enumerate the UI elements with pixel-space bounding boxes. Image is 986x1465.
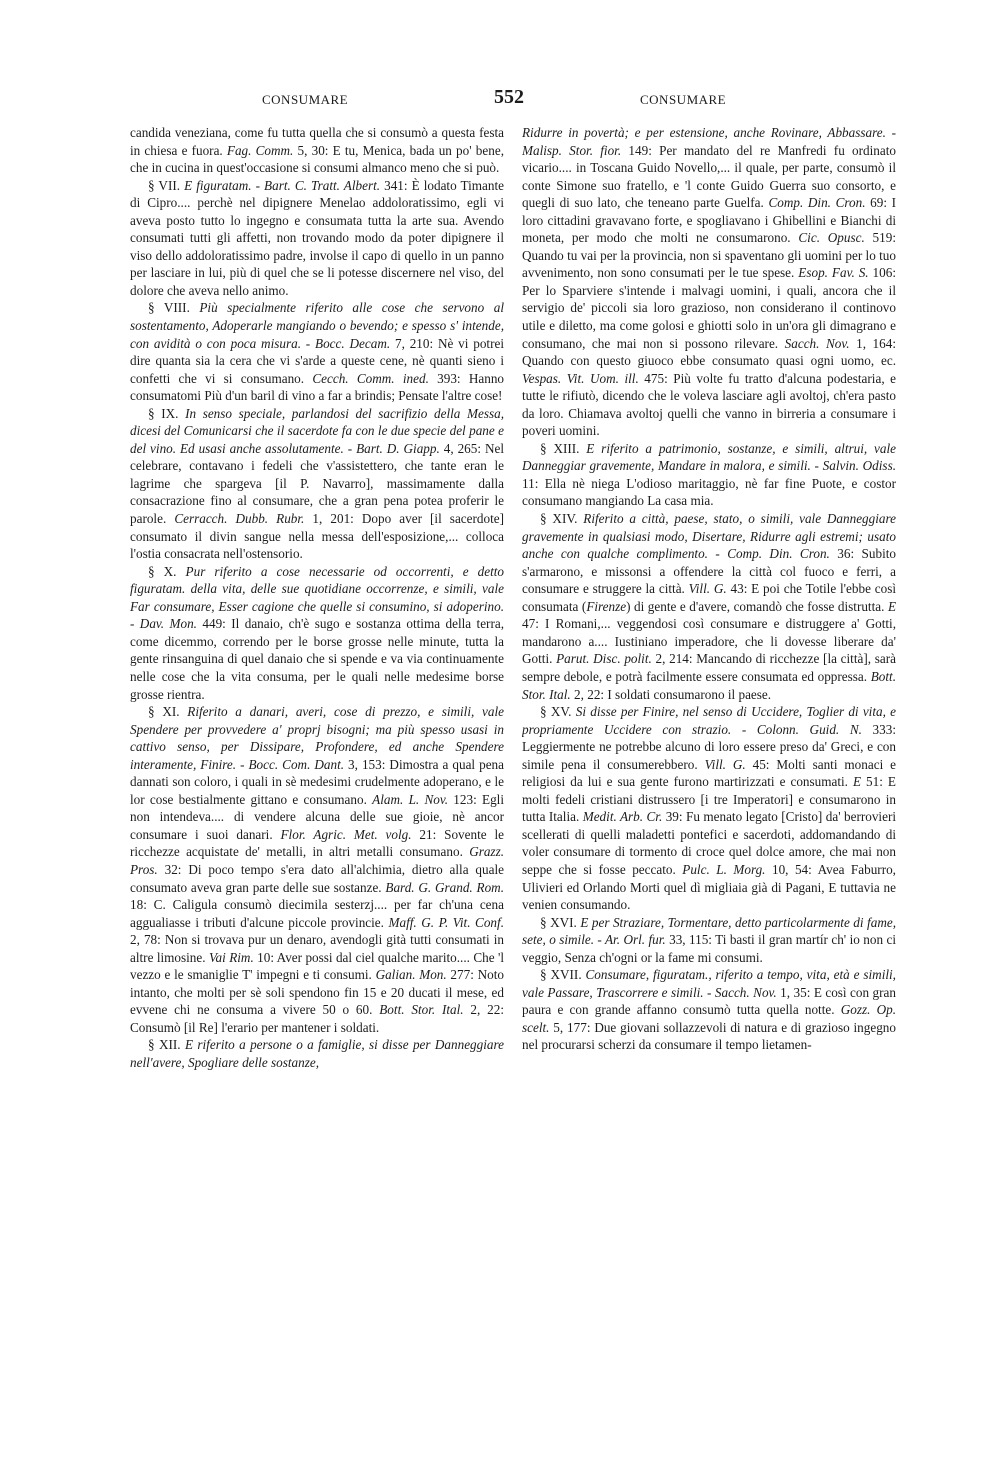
entry-text: 149: Per mandato del re Manfredi fu ordinato vicario.... in Toscana Guido Novello,... il quale, per parte, consumò il conte Simone suo fratello, e 'l conte Guido Guerra suo consorto, e quegli di suo lato, che teneano parte Guelfa.	[522, 142, 896, 211]
entry-text: 519: Quando tu vai per la provincia, non si spaventano gli uomini per lo tuo avvenimento, non sono consumati per le tue spese.	[522, 230, 896, 281]
entry-text: 21: Sovente le ricchezze acquistate de' metalli, in altri metalli consumano.	[130, 826, 504, 860]
entry-text: § IX.	[148, 405, 186, 421]
citation-italic: Vai Rim.	[208, 949, 254, 965]
citation-italic: E riferito a patrimonio, sostanze, e simili, altrui, vale Danneggiar gravemente, Mandare in malora, e simili. - Salvin. Odiss.	[522, 440, 896, 474]
section-viii	[130, 299, 504, 404]
entry-text: 1, 164: Quando con questo giuoco ebbe consumato quasi ogni uomo, ec.	[522, 335, 896, 369]
citation-italic: E riferito a persone o a famiglie, si disse per Danneggiare nell'avere, Spogliare delle sostanze,	[130, 1037, 504, 1070]
entry-text: 36: Subito s'armarono, e missonsi a offendere la città col fuoco e ferri, a consumare e struggere la città.	[522, 546, 896, 597]
left-column	[130, 124, 504, 1424]
section-xiv	[522, 510, 896, 703]
entry-text: 475: Più volte fu tratto d'alcuna podestaria, e tutte le rifiutò, dicendo che le voleva lasciare agli avoltoj, ch'era pasto da loro. Chiamava avoltoj quelli che vanno in birreria a consumare i poveri uomini.	[522, 370, 896, 439]
entry-continuation	[130, 124, 504, 177]
citation-italic: Pulc. L. Morg.	[682, 861, 766, 877]
entry-text: § XIII.	[540, 440, 587, 456]
entry-text: 2, 214: Mancando di ricchezze [la città], sarà sempre debole, e potrà facilmente essere consumata ed oppressa.	[522, 651, 896, 684]
entry-text: 5, 177: Due giovani sollazzevoli di natura e di grazioso ingegno nel procurarsi scherzi da consumare il tempo lietamen-	[522, 1019, 896, 1053]
citation-italic: Maff. G. P. Vit. Conf.	[388, 914, 504, 930]
entry-text: 3, 153: Dimostra a qual pena dannati son coloro, i quali in sè medesimi crudelmente adoperano, e le lor cose bestialmente gittano e consumano.	[130, 756, 504, 807]
citation-italic: Bott. Stor. Ital.	[379, 1002, 464, 1018]
citation-italic: Si disse per Finire, nel senso di Uccidere, Toglier di vita, e propriamente Uccidere con strazio. - Colonn. Guid. N.	[522, 704, 896, 737]
citation-italic: E	[852, 774, 862, 790]
citation-italic: Vill. G.	[704, 756, 746, 772]
citation-italic: Medit. Arb. Cr.	[582, 809, 663, 825]
entry-text: § VIII.	[148, 300, 200, 316]
section-xi	[130, 703, 504, 1036]
entry-text: 1, 201: Dopo aver [il sacerdote] consumato il divin sangue nella messa dell'esposizione,... colloca l'ostia consacrata nell'ostensorio.	[130, 511, 504, 562]
citation-italic: Bott. Stor. Ital.	[522, 668, 896, 702]
citation-italic: Riferito a danari, averi, cose di prezzo, e simili, vale Spendere per provvedere a' proprj bisogni; ma più spesso usasi in cattivo senso, per Dissipare, Profondere, ed anche Spendere interamente, Finire. - Bocc. Com. Dant.	[130, 704, 504, 772]
citation-italic: Vill. G.	[688, 581, 727, 597]
entry-text: § XVII.	[540, 967, 586, 983]
entry-text: 33, 115: Ti basti il gran martír ch' io non ci veggio, Senza ch'ogni or la fame mi consumi.	[522, 932, 896, 965]
entry-text: § XV.	[540, 704, 576, 720]
entry-text: 39: Fu menato legato [Cristo] da' berrovieri scellerati di quelli maladetti pontefici e sacerdoti, addomandando di voler consumare di tormento di croce quel dolce amore, che mai non seppe che si fosse peccato.	[522, 809, 896, 877]
entry-text: 106: Per lo Sparviere s'intende i malvagi uomini, i quali, ancora che il servigio de' piccoli sia loro grazioso, non considerano il continovo utile e diletto, ma come golosi e ghiotti solo in un'ora gli dimagrano e consumano, che mai non si possono rilevare.	[522, 265, 896, 351]
entry-text: ) di gente e d'avere, comandò che fosse distrutta.	[626, 598, 888, 614]
entry-text: § XI.	[148, 704, 188, 720]
entry-text: 47: I Romani,... veggendosi così consumare e distruggere a' Gotti, mandarono a.... Iustiniano imperadore, che li dovesse liberare da' Gotti.	[522, 616, 896, 667]
citation-italic: Più specialmente riferito alle cose che servono al sostentamento, Adoperarle mangiando o bevendo; e spesso s' intende, con avidità o con poca misura. - Bocc. Decam.	[130, 300, 504, 351]
entry-text: 43: E poi che Totile l'ebbe così consumata (	[522, 581, 896, 614]
entry-text: candida veneziana, come fu tutta quella che si consumò a questa festa in chiesa e fuora.	[130, 125, 504, 158]
section-xv	[522, 703, 896, 914]
entry-text: 277: Noto intanto, che molti per sè soli spendono fin 15 e 20 ducati il mese, ed evvene chi ne consuma a vivere 50 o 60.	[130, 967, 504, 1018]
citation-italic: Esop. Fav. S.	[798, 265, 869, 281]
section-xvii	[522, 966, 896, 1054]
section-ix	[130, 405, 504, 563]
citation-italic: Grazz. Pros.	[130, 844, 504, 877]
citation-italic: Cecch. Comm. ined.	[312, 370, 429, 386]
page-header	[0, 86, 986, 116]
entry-text: 393: Hanno consumatomi Più d'un baril di vino a far a brindis; Pensate l'altre cose!	[130, 370, 504, 404]
entry-text: § XII.	[148, 1037, 185, 1053]
citation-italic: Pur riferito a cose necessarie od occorrenti, e detto figuratam. della vita, delle sue quotidiane occorrenze, e simili, vale Far consumare, Esser cagione che quelle si consumino, si adoperino. - Dav. Mon.	[130, 563, 504, 632]
citation-italic: Bard. G. Grand. Rom.	[385, 879, 504, 895]
citation-italic: Parut. Disc. polit.	[556, 651, 652, 667]
citation-italic: Gozz. Op. scelt.	[522, 1002, 896, 1035]
citation-italic: Riferito a città, paese, stato, o simili, vale Danneggiare gravemente in qualsiasi modo, Disertare, Ridurre agli estremi; usato anche con qualche complimento. - Comp. Din. Cron.	[522, 511, 896, 562]
citation-italic: Consumare, figuratam., riferito a tempo, vita, età e simili, vale Passare, Trascorrere e simili. - Sacch. Nov.	[522, 967, 896, 1000]
page-number: 552	[494, 86, 524, 108]
entry-text: 18: C. Caligula consumò diecimila sesterzj.... per far ch'una cena aggualiasse i tributi d'alcune piccole provincie.	[130, 897, 504, 930]
section-xii-continuation	[522, 124, 896, 440]
citation-italic: Cic. Opusc.	[798, 230, 865, 246]
citation-italic: Firenze	[586, 598, 627, 614]
entry-text: 10: Aver possi dal ciel qualche marito.... Che 'l vezzo e le smaniglie T' impegni e ti consumi.	[130, 949, 504, 983]
citation-italic: Galian. Mon.	[375, 967, 447, 983]
citation-italic: Ridurre in povertà; e per estensione, anche Rovinare, Abbassare. - Malisp. Stor. fior.	[522, 125, 896, 158]
entry-text: 1, 35: E così con gran paura e con grande affanno consumò tutta quella notte.	[522, 984, 896, 1018]
entry-text: § VII.	[148, 177, 185, 193]
entry-text: 11: Ella nè niega L'odioso maritaggio, nè far fine Puote, e costor consumano mangiando La casa mia.	[522, 475, 896, 509]
entry-text: 123: Egli non intendeva.... di vendere alcuna delle sue gioie, nè ancor consumare i suoi danari.	[130, 791, 504, 842]
entry-text: 341: È lodato Timante di Cipro.... perchè nel dipignere Menelao addoloratissimo, egli vi aveva posto tutto lo ingegno e consumata tutta la arte sua. Avendo consumati tutti gli affetti, non trovando modo da poter dipignere il viso dello addoloratissimo padre, involse il capo di quello in un panno per lasciare in lui, più di quel che se li potesse discernere nel viso, del dolore che aveva nello animo.	[130, 177, 504, 298]
citation-italic: Sacch. Nov.	[784, 335, 850, 351]
section-vii	[130, 177, 504, 300]
citation-italic: E figuratam. - Bart. C. Tratt. Albert.	[184, 177, 381, 193]
citation-italic: Vespas. Vit. Uom. ill.	[522, 370, 639, 386]
entry-text: 2, 22: Consumò [il Re] l'erario per mantener i soldati.	[130, 1002, 504, 1035]
citation-italic: E	[887, 598, 896, 614]
section-xvi	[522, 914, 896, 967]
right-column	[522, 124, 896, 1424]
entry-text: 7, 210: Nè vi potrei dire quanta sia la cera che vi s'arde a queste cene, nè quanti sieno i confetti che vi si consumano.	[130, 335, 504, 386]
citation-italic: In senso speciale, parlandosi del sacrifizio della Messa, dicesi del Comunicarsi che il sacerdote fa con le due specie del pane e del vino. Ed usasi anche assolutamente. - Bart. D. Giapp.	[130, 405, 504, 456]
entry-text: 51: E molti fedeli cristiani distrussero [i tre Imperatori] e consumarono in tutta Italia.	[522, 774, 896, 825]
entry-text: 2, 22: I soldati consumarono il paese.	[570, 686, 772, 702]
entry-text: 5, 30: E tu, Menica, bada un po' bene, che in cucina in quest'occasione si consumi almanco meno che si può.	[130, 142, 504, 176]
section-x	[130, 563, 504, 703]
citation-italic: Alam. L. Nov.	[372, 791, 449, 807]
entry-text: 32: Di poco tempo s'era dato all'alchimia, dietro alla quale consumato aveva gran parte delle sue sostanze.	[130, 861, 504, 895]
citation-italic: Flor. Agric. Met. volg.	[280, 826, 412, 842]
entry-text: 2, 78: Non si trovava pur un denaro, avendogli gità tutti consumati in altre limosine.	[130, 932, 504, 965]
entry-text: 4, 265: Nel celebrare, contavano i fedeli che v'assistettero, che tante eran le lagrime che spargeva [il P. Navarro], massimamente dalla consacrazione fino al consumare, che a gran pena potea proferir le parole.	[130, 440, 504, 527]
citation-italic: Cerracch. Dubb. Rubr.	[174, 511, 305, 527]
entry-text: 449: Il danaio, ch'è sugo e sostanza ottima della terra, come dicemmo, correndo per le borse grosse nelle minute, tutta la gente rinsanguina di quel danaio che si spende e va via continuamente nelle cose che la vita consuma, per le quali nelle medesime borse grosse rientra.	[130, 616, 504, 702]
entry-text: 69: I loro cittadini gravavano forte, e spogliavano i Ghibellini e Bianchi di moneta, per modo che molti ne consumarono.	[522, 195, 896, 246]
entry-text: 333: Leggiermente ne potrebbe alcuno di loro essere preso da' Greci, e con simile pena il consumerebbero.	[522, 721, 896, 772]
entry-text: 10, 54: Avea Faburro, Ulivieri ed Orlando Morti quel dì migliaia già di Pagani, E tuttavia ne venien consumando.	[522, 861, 896, 913]
citation-italic: Fag. Comm.	[226, 142, 294, 158]
running-head-left: CONSUMARE	[262, 92, 349, 107]
entry-text: § XVI.	[540, 914, 581, 930]
citation-italic: E per Straziare, Tormentare, detto particolarmente di fame, sete, o simile. - Ar. Orl. fur.	[522, 914, 896, 948]
running-head-right: CONSUMARE	[640, 92, 727, 107]
citation-italic: Comp. Din. Cron.	[768, 195, 866, 211]
entry-text: 45: Molti santi monaci e religiosi da lui e sua gente furono martirizzati e consumati.	[522, 756, 896, 790]
section-xiii	[522, 440, 896, 510]
entry-text: § X.	[148, 563, 186, 579]
entry-text: § XIV.	[540, 511, 584, 527]
section-xii	[130, 1036, 504, 1071]
